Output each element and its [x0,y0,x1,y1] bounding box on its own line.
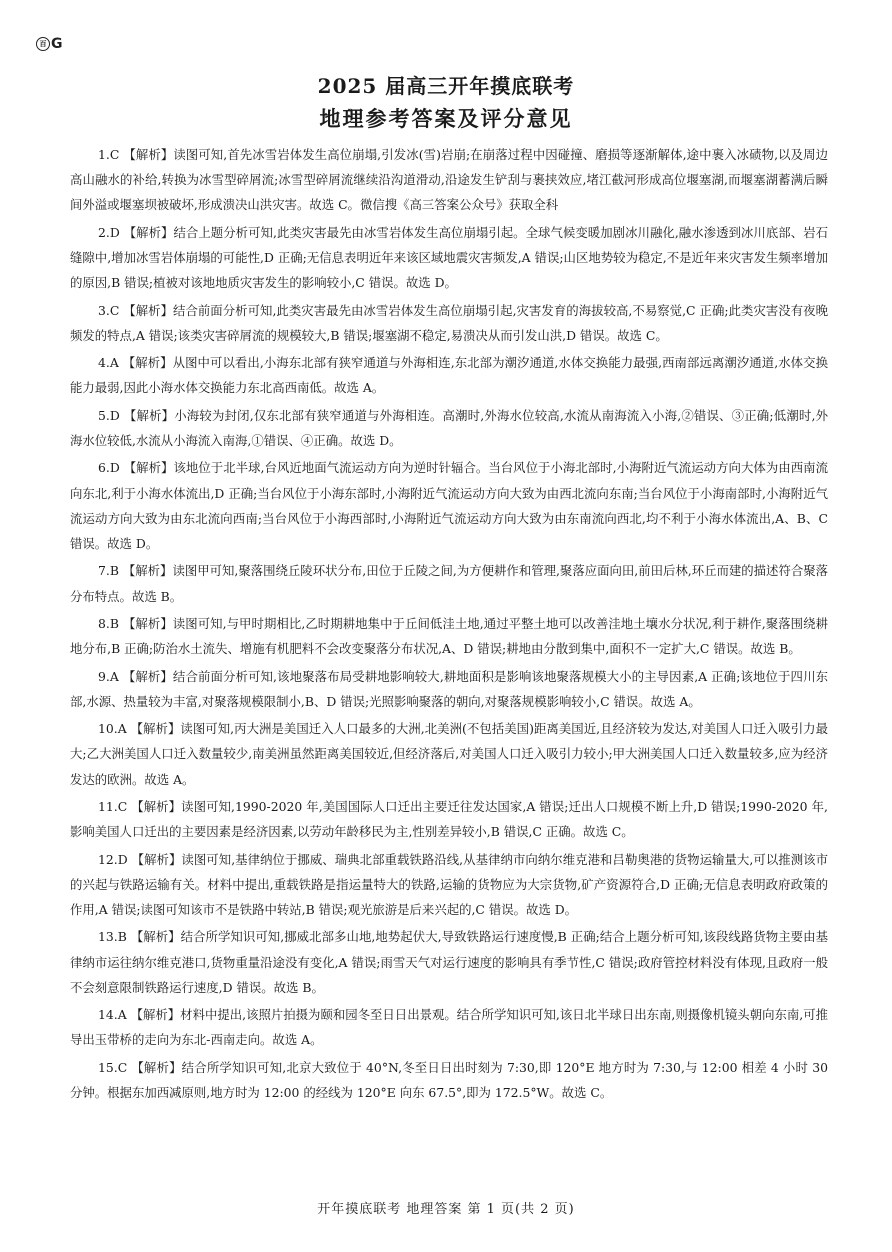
answer-text: 【解析】材料中提出,该照片拍摄为颐和园冬至日日出景观。结合所学知识可知,该日北半球日出东南,则摄像机镜头朝向东南,可推导出玉带桥的走向为东北-西南走向。故选 A。 [70,1007,828,1048]
answer-text: 【解析】结合所学知识可知,挪威北部多山地,地势起伏大,导致铁路运行速度慢,B 正确;结合上题分析可知,该段线路货物主要由基律纳市运往纳尔维克港口,货物重量沿途没有变化,A 错误;雨雪天气对运行速度的影响具有季节性,C 错误;政府管控材料没有体现,且政府一般不会刻意限制铁路运行速度,D 错误。故选 B。 [70,929,828,995]
logo-letter: G [51,36,63,52]
answer-text: 【解析】读图甲可知,聚落围绕丘陵环状分布,田位于丘陵之间,为方便耕作和管理,聚落应面向田,前田后林,环丘而建的描述符合聚落分布特点。故选 B。 [70,563,829,604]
page-title: 2025 届高三开年摸底联考 [317,74,575,98]
answer-item-7 [70,558,828,608]
answer-text: 【解析】从图中可以看出,小海东北部有狭窄通道与外海相连,东北部为潮汐通道,水体交换能力最强,西南部远离潮汐通道,水体交换能力最弱,因此小海水体交换能力东北高西南低。故选 A。 [70,355,828,396]
answer-text: 【解析】结合前面分析可知,该地聚落布局受耕地影响较大,耕地面积是影响该地聚落规模大小的主导因素,A 正确;该地位于四川东部,水源、热量较为丰富,对聚落规模限制小,B、D 错误;光照影响聚落的朝向,对聚落规模影响较小,C 错误。故选 A。 [70,668,828,709]
answer-text: 【解析】结合前面分析可知,此类灾害最先由冰雪岩体发生高位崩塌引起,灾害发育的海拔较高,不易察觉,C 正确;此类灾害没有夜晚频发的特点,A 错误;该类灾害碎屑流的规模较大,B 错误;堰塞湖不稳定,易溃决从而引发山洪,D 错误。故选 C。 [70,302,828,343]
answer-item-3 [70,298,828,348]
answer-number: 5.D [98,407,120,423]
answer-item-13 [70,924,828,1000]
answer-number: 2.D [98,224,120,240]
answer-text: 【解析】读图可知,丙大洲是美国迁入人口最多的大洲,北美洲(不包括美国)距离美国近,且经济较为发达,对美国人口迁入吸引力最大;乙大洲美国人口迁入数量较少,南美洲虽然距离美国较近,但经济落后,对美国人口迁入吸引力较小;甲大洲美国人口迁入数量较多,应为经济发达的欧洲。故选 A。 [70,721,828,787]
answer-text: 【解析】结合所学知识可知,北京大致位于 40°N,冬至日日出时刻为 7:30,即 120°E 地方时为 7:30,与 12:00 相差 4 小时 30 分钟。根据东加西减原则,地方时为 12:00 的经线为 120°E 向东 67.5°,即为 172.5°W。故选 C。 [70,1059,828,1100]
answer-text: 【解析】读图可知,与甲时期相比,乙时期耕地集中于丘间低洼土地,通过平整土地可以改善洼地土壤水分状况,利于耕作,聚落围绕耕地分布,B 正确;防治水土流失、增施有机肥料不会改变聚落分布状况,A、D 错误;耕地由分散到集中,面积不一定扩大,C 错误。故选 B。 [70,615,828,657]
answer-text: 【解析】该地位于北半球,台风近地面气流运动方向为逆时针辐合。当台风位于小海北部时,小海附近气流运动方向大体为由西南流向东北,利于小海水体流出,D 正确;当台风位于小海东部时,小海附近气流运动方向大致为由西北流向东南;当台风位于小海南部时,小海附近气流运动方向大致为由东北流向西南;当台风位于小海西部时,小海附近气流运动方向大致为由东南流向西北,均不利于小海水体流出,A、B、C 错误。故选 D。 [70,460,828,551]
answer-text: 【解析】小海较为封闭,仅东北部有狭窄通道与外海相连。高潮时,外海水位较高,水流从南海流入小海,②错误、③正确;低潮时,外海水位较低,水流从小海流入南海,①错误、④正确。故选 D。 [70,407,828,448]
answer-number: 13.B [98,929,127,945]
answer-number: 10.A [98,721,127,737]
answer-text: 【解析】读图可知,首先冰雪岩体发生高位崩塌,引发冰(雪)岩崩;在崩落过程中因碰撞、磨损等逐渐解体,途中裹入冰碛物,以及周边高山融水的补给,转换为冰雪型碎屑流;冰雪型碎屑流继续沿沟道滑动,沿途发生铲刮与裹挟效应,堵江截河形成高位堰塞湖,而堰塞湖蓄满后瞬间外溢或堰塞坝被破坏,形成溃决山洪灾害。故选 C。微信搜《高三答案公众号》获取全科 [70,147,828,213]
answer-number: 7.B [98,563,119,579]
answer-text: 【解析】读图可知,基律纳位于挪威、瑞典北部重载铁路沿线,从基律纳市向纳尔维克港和吕勒奥港的货物运输量大,可以推测该市的兴起与铁路运输有关。材料中提出,重载铁路是指运量特大的铁路,运输的货物应为大宗货物,矿产资源符合,D 正确;无信息表明政府政策的作用,A 错误;读图可知该市不是铁路中转站,B 错误;观光旅游是后来兴起的,C 错误。故选 D。 [70,851,828,917]
answer-item-9 [70,664,828,714]
answer-number: 9.A [98,668,119,684]
answer-item-1 [70,142,828,218]
logo-circle-mark: 百 [36,37,50,51]
answer-item-2 [70,220,828,296]
logo [36,36,63,52]
answer-item-8 [70,611,828,661]
answer-list [70,142,828,1107]
answer-number: 14.A [98,1007,127,1023]
answer-text: 【解析】读图可知,1990-2020 年,美国国际人口迁出主要迁往发达国家,A 错误;迁出人口规模不断上升,D 错误;1990-2020 年,影响美国人口迁出的主要因素是经济因素,以劳动年龄移民为主,性别差异较小,B 错误,C 正确。故选 C。 [70,798,828,840]
answer-item-5 [70,403,828,453]
page-footer: 开年摸底联考 地理答案 第 1 页(共 2 页) [317,1202,575,1217]
answer-number: 1.C [98,147,120,162]
answer-item-14 [70,1002,828,1052]
answer-item-11 [70,794,828,844]
answer-number: 3.C [98,302,120,318]
answer-item-12 [70,847,828,923]
page-subtitle: 地理参考答案及评分意见 [319,107,573,131]
answer-item-10 [70,716,828,792]
answer-number: 4.A [98,355,119,371]
answer-number: 8.B [98,615,119,631]
answer-item-15 [70,1055,828,1105]
answer-item-4 [70,350,828,400]
answer-number: 15.C [98,1059,128,1075]
answer-number: 6.D [98,460,120,476]
answer-number: 11.C [98,798,128,814]
answer-number: 12.D [98,851,128,867]
answer-text: 【解析】结合上题分析可知,此类灾害最先由冰雪岩体发生高位崩塌引起。全球气候变暖加剧冰川融化,融水渗透到冰川底部、岩石缝隙中,增加冰雪岩体崩塌的可能性,D 正确;无信息表明近年来该区域地震灾害频发,A 错误;山区地势较为稳定,不是近年来灾害发生频率增加的原因,B 错误;植被对该地地质灾害发生的影响较小,C 错误。故选 D。 [70,224,828,291]
answer-item-6 [70,455,828,556]
